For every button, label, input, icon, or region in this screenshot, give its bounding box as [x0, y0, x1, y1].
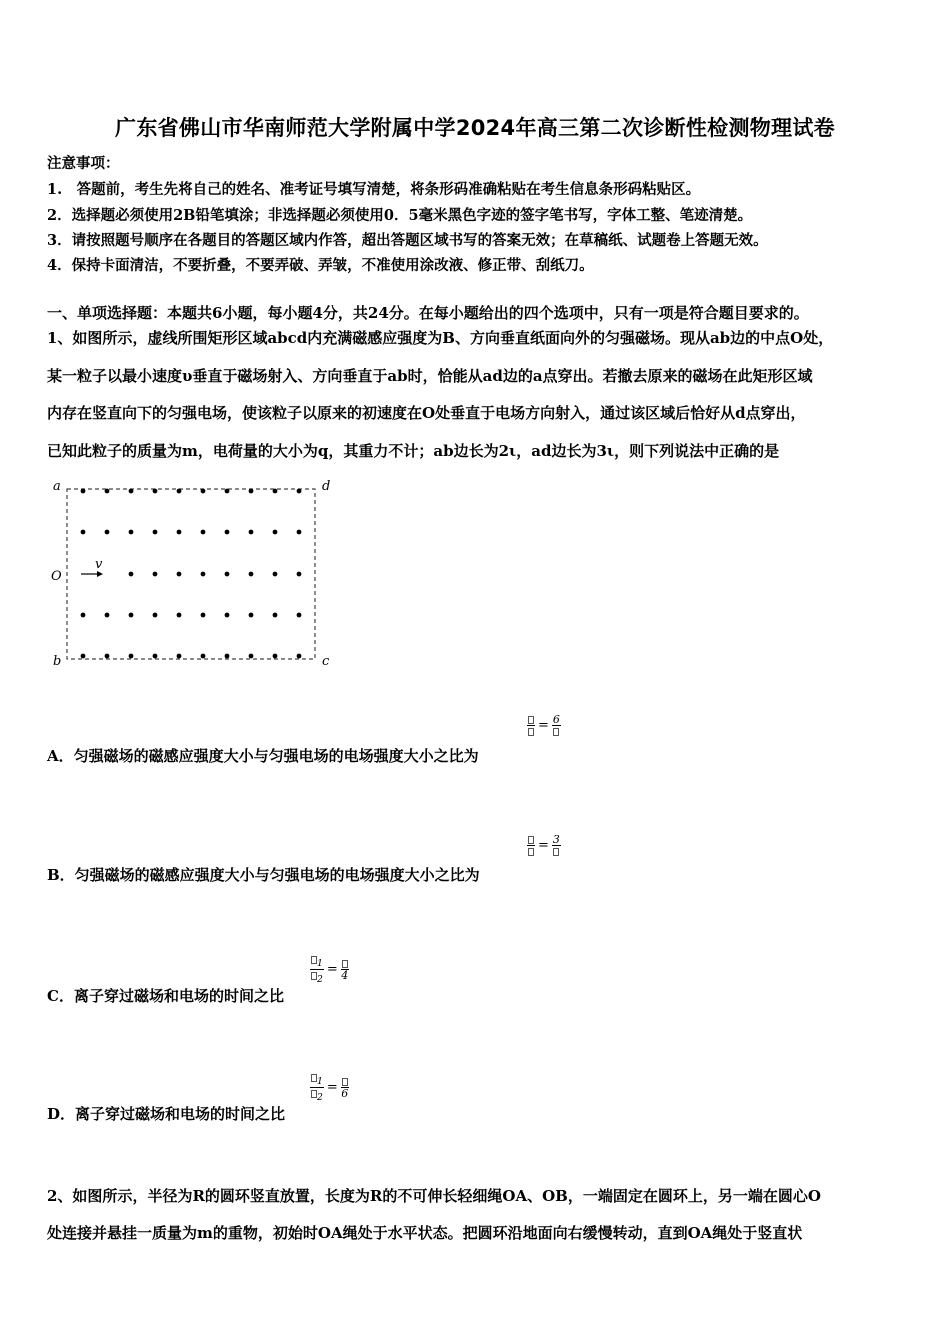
- field-dot: [105, 654, 110, 659]
- field-dot: [273, 613, 278, 618]
- field-dot: [201, 572, 206, 577]
- q1-figure: [45, 472, 345, 676]
- section-heading: 一、单项选择题：本题共6小题，每小题4分，共24分。在每小题给出的四个选项中，只有一项是符合题目要求的。: [47, 304, 809, 322]
- field-dot: [129, 613, 134, 618]
- field-dot: [153, 530, 158, 535]
- field-dot: [225, 530, 230, 535]
- option-a[interactable]: A．匀强磁场的磁感应强度大小与匀强电场的电场强度大小之比为: [47, 747, 479, 765]
- field-dot: [177, 654, 182, 659]
- field-dot: [177, 613, 182, 618]
- q2-line-2: 处连接并悬挂一质量为m的重物，初始时OA绳处于水平状态。把圆环沿地面向右缓慢转动，直到OA绳处于竖直状: [47, 1224, 803, 1242]
- field-dot: [177, 572, 182, 577]
- field-dot: [273, 572, 278, 577]
- notice-item-4: 4．保持卡面清洁，不要折叠，不要弄破、弄皱，不准使用涂改液、修正带、刮纸刀。: [47, 257, 594, 274]
- label-o: O: [51, 569, 62, 584]
- field-dot: [297, 613, 302, 618]
- field-dot: [201, 530, 206, 535]
- notice-item-1: 1. 答题前，考生先将自己的姓名、准考证号填写清楚，将条形码准确粘贴在考生信息条形码粘贴区。: [47, 181, 701, 198]
- option-c-formula: $\frac{_1}{_2}$ = 4: [310, 954, 349, 985]
- field-dot: [249, 489, 254, 494]
- magnetic-field-diagram: [45, 472, 345, 672]
- field-dot: [249, 530, 254, 535]
- q1-line-1: 1、如图所示，虚线所围矩形区域abcd内充满磁感应强度为B、方向垂直纸面向外的匀强磁场。现从ab边的中点O处，: [47, 329, 834, 347]
- option-a-formula: = 6: [527, 714, 561, 737]
- label-c: c: [322, 654, 330, 669]
- field-dot: [129, 572, 134, 577]
- field-dot: [81, 613, 86, 618]
- field-dot: [297, 489, 302, 494]
- field-dots: [81, 489, 302, 659]
- field-dot: [297, 572, 302, 577]
- field-dot: [153, 613, 158, 618]
- q1-line-3: 内存在竖直向下的匀强电场，使该粒子以原来的初速度在O处垂直于电场方向射入，通过该区域后恰好从d点穿出，: [47, 404, 806, 422]
- field-dot: [249, 654, 254, 659]
- notice-heading: 注意事项：: [47, 155, 120, 172]
- q1-line-2: 某一粒子以最小速度υ垂直于磁场射入、方向垂直于ab时，恰能从ad边的a点穿出。若撤去原来的磁场在此矩形区域: [47, 367, 813, 385]
- field-dot: [201, 654, 206, 659]
- q2-line-1: 2、如图所示，半径为R的圆环竖直放置，长度为R的不可伸长轻细绳OA、OB，一端固定在圆环上，另一端在圆心O: [47, 1187, 821, 1205]
- option-d[interactable]: D．离子穿过磁场和电场的时间之比: [47, 1105, 286, 1123]
- option-b-formula: = 3: [527, 834, 561, 857]
- field-dot: [153, 572, 158, 577]
- label-a: a: [53, 479, 61, 494]
- field-dot: [129, 530, 134, 535]
- field-dot: [225, 654, 230, 659]
- field-dot: [249, 613, 254, 618]
- field-dot: [81, 489, 86, 494]
- field-dot: [177, 530, 182, 535]
- label-v: v: [95, 557, 103, 572]
- field-dot: [297, 530, 302, 535]
- field-dot: [225, 613, 230, 618]
- field-dot: [153, 489, 158, 494]
- field-dot: [297, 654, 302, 659]
- field-dot: [153, 654, 158, 659]
- field-dot: [105, 530, 110, 535]
- field-dot: [201, 613, 206, 618]
- option-b[interactable]: B．匀强磁场的磁感应强度大小与匀强电场的电场强度大小之比为: [47, 866, 480, 884]
- field-dot: [273, 489, 278, 494]
- option-c[interactable]: C．离子穿过磁场和电场的时间之比: [47, 987, 284, 1005]
- q1-line-4: 已知此粒子的质量为m，电荷量的大小为q，其重力不计；ab边长为2ι，ad边长为3ι，则下列说法中正确的是: [47, 442, 780, 460]
- option-d-formula: $\frac{_1}{_2}$ = 6: [310, 1072, 349, 1103]
- label-b: b: [53, 654, 62, 669]
- field-dot: [105, 613, 110, 618]
- field-dot: [81, 654, 86, 659]
- field-dot: [177, 489, 182, 494]
- dashed-rectangle: [67, 489, 315, 659]
- notice-item-2: 2．选择题必须使用2B铅笔填涂；非选择题必须使用0．5毫米黑色字迹的签字笔书写，字体工整、笔迹清楚。: [47, 207, 753, 224]
- field-dot: [225, 572, 230, 577]
- field-dot: [129, 489, 134, 494]
- page-title: 广东省佛山市华南师范大学附属中学2024年高三第二次诊断性检测物理试卷: [115, 116, 835, 140]
- field-dot: [273, 530, 278, 535]
- field-dot: [129, 654, 134, 659]
- field-dot: [249, 572, 254, 577]
- label-d: d: [322, 479, 331, 494]
- field-dot: [225, 489, 230, 494]
- notice-item-3: 3．请按照题号顺序在各题目的答题区域内作答，超出答题区域书写的答案无效；在草稿纸、试题卷上答题无效。: [47, 232, 768, 249]
- field-dot: [273, 654, 278, 659]
- field-dot: [105, 489, 110, 494]
- field-dot: [201, 489, 206, 494]
- field-dot: [81, 530, 86, 535]
